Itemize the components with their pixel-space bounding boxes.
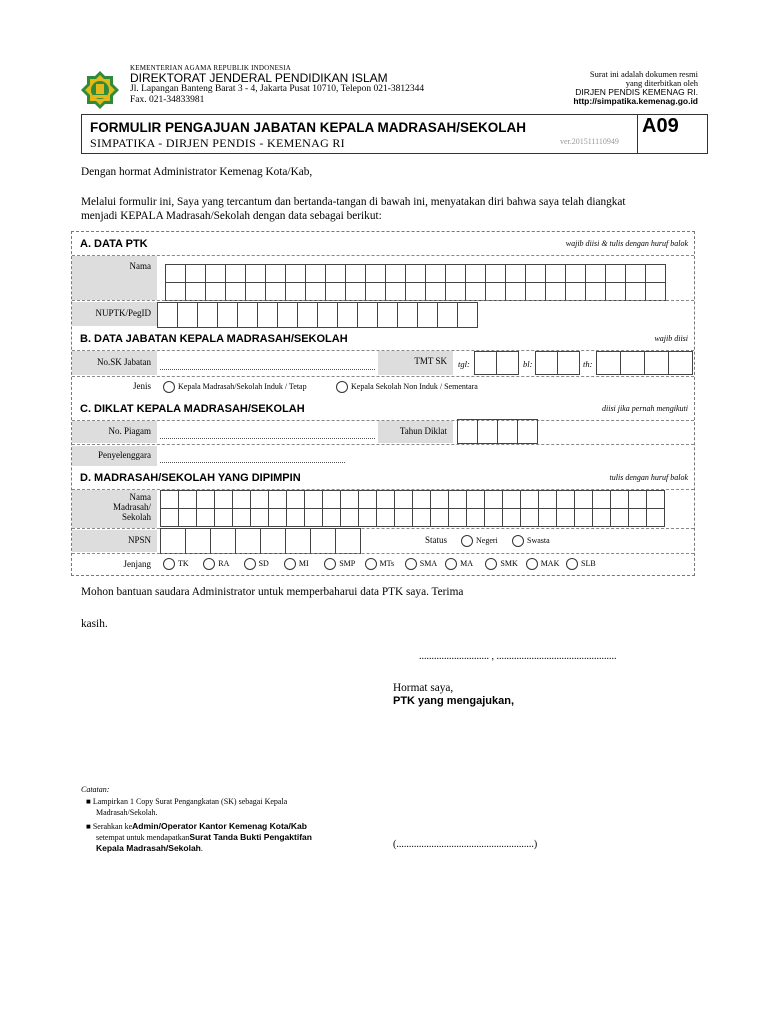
ptk-mengajukan: PTK yang mengajukan, [393,695,515,707]
char-box[interactable] [556,490,575,509]
section-a-header [72,233,694,256]
char-box[interactable] [245,264,266,283]
char-box[interactable] [376,490,395,509]
char-box[interactable] [397,302,418,328]
jenjang-option-smp[interactable] [324,558,355,570]
section-d-note: tulis dengan huruf balok [609,473,688,482]
char-box[interactable] [525,282,546,301]
closing-line-2: kasih. [81,618,108,630]
jenis-option-induk-label: Kepala Madrasah/Sekolah Induk / Tetap [178,381,307,391]
divider [72,553,694,554]
char-box[interactable] [340,508,359,527]
char-box[interactable] [644,351,669,375]
char-box[interactable] [520,508,539,527]
jenjang-option-label: MA [460,558,473,568]
char-box[interactable] [596,351,621,375]
char-box[interactable] [357,302,378,328]
char-box[interactable] [358,508,377,527]
radio-circle[interactable] [336,381,348,393]
divider [72,300,694,301]
jenjang-option-label: SMK [500,558,518,568]
char-box[interactable] [304,508,323,527]
char-box[interactable] [545,282,566,301]
jenjang-option-label: SD [258,558,269,568]
char-box[interactable] [322,508,341,527]
char-box[interactable] [232,490,251,509]
jenjang-option-sma[interactable] [405,558,437,570]
th-label: th: [583,359,593,369]
kemenag-logo [80,70,120,110]
char-box[interactable] [605,264,626,283]
official-note-2: yang diterbitkan oleh [625,78,698,88]
greeting: Dengan hormat Administrator Kemenag Kota/Kab, [81,166,313,178]
char-box[interactable] [286,490,305,509]
npsn-boxes[interactable] [160,528,360,554]
char-box[interactable] [535,351,558,375]
jenjang-option-ma[interactable] [445,558,473,570]
jenjang-option-label: RA [218,558,230,568]
fax: Fax. 021-34833981 [130,95,205,105]
jenjang-option-smk[interactable] [485,558,517,570]
char-box[interactable] [485,282,506,301]
section-b-title: B. DATA JABATAN KEPALA MADRASAH/SEKOLAH [80,333,348,345]
char-box[interactable] [365,264,386,283]
char-box[interactable] [376,508,395,527]
char-box[interactable] [497,419,518,444]
nama-boxes-row-2[interactable] [165,282,665,301]
radio-circle[interactable] [512,535,524,547]
char-box[interactable] [317,302,338,328]
radio-circle[interactable] [244,558,256,570]
section-d-title: D. MADRASAH/SEKOLAH YANG DIPIMPIN [80,472,301,484]
char-box[interactable] [520,490,539,509]
char-box[interactable] [325,282,346,301]
char-box[interactable] [668,351,693,375]
status-swasta-label: Swasta [527,535,550,545]
char-box[interactable] [197,302,218,328]
char-box[interactable] [645,264,666,283]
jenjang-option-label: SMA [419,558,438,568]
form-code: A09 [637,115,707,153]
char-box[interactable] [245,282,266,301]
note-2-line-1: ■ Serahkan keAdmin/Operator Kantor Kemenag Kota/Kab [86,821,307,831]
char-box[interactable] [268,508,287,527]
char-box[interactable] [430,490,449,509]
char-box[interactable] [365,282,386,301]
char-box[interactable] [160,508,179,527]
section-d-header [72,467,694,490]
nosk-field[interactable] [160,369,375,370]
note-item-2 [86,821,376,854]
divider [72,444,694,445]
char-box[interactable] [196,508,215,527]
section-b-header [72,328,694,351]
char-box[interactable] [610,508,629,527]
jenjang-option-label: MI [298,558,309,568]
bl-boxes[interactable] [535,351,579,375]
bl-label: bl: [523,359,533,369]
char-box[interactable] [210,528,236,554]
char-box[interactable] [268,490,287,509]
char-box[interactable] [474,351,497,375]
char-box[interactable] [465,264,486,283]
char-box[interactable] [466,508,485,527]
jenjang-label: Jenjang [72,555,157,575]
char-box[interactable] [196,490,215,509]
char-box[interactable] [592,490,611,509]
char-box[interactable] [205,282,226,301]
section-c-note: diisi jika pernah mengikuti [602,404,688,413]
char-box[interactable] [205,264,226,283]
char-box[interactable] [556,508,575,527]
divider [72,376,694,377]
char-box[interactable] [160,490,179,509]
intro-line-2: menjadi KEPALA Madrasah/Sekolah dengan data sebagai berikut: [81,210,382,222]
char-box[interactable] [394,490,413,509]
char-box[interactable] [412,490,431,509]
jenjang-option-mts[interactable] [365,558,395,570]
char-box[interactable] [265,282,286,301]
note-2-text-b: setempat untuk mendapatkan [96,833,190,842]
radio-circle[interactable] [324,558,336,570]
char-box[interactable] [466,490,485,509]
char-box[interactable] [545,264,566,283]
penyelenggara-field[interactable] [160,462,345,463]
char-box[interactable] [185,528,211,554]
note-2-bold-c: Kepala Madrasah/Sekolah [96,843,201,853]
char-box[interactable] [185,264,206,283]
npsn-label: NPSN [72,530,157,552]
status-negeri-label: Negeri [476,535,498,545]
version: ver.201511110949 [560,137,619,146]
jenis-option-non-induk-label: Kepala Sekolah Non Induk / Sementara [351,381,478,391]
note-1-line-1: ■ Lampirkan 1 Copy Surat Pengangkatan (SK) sebagai Kepala [86,797,288,806]
directorate-name: DIREKTORAT JENDERAL PENDIDIKAN ISLAM [130,71,388,85]
signature-line[interactable]: (.......................................................) [393,839,538,850]
status-swasta[interactable] [512,535,550,547]
char-box[interactable] [177,302,198,328]
char-box[interactable] [225,264,246,283]
place-date-field[interactable]: ............................ , ................................................ [419,651,617,662]
char-box[interactable] [592,508,611,527]
tahun-diklat-label: Tahun Diklat [378,421,453,443]
char-box[interactable] [385,264,406,283]
jenis-label: Jenis [72,377,157,397]
char-box[interactable] [237,302,258,328]
char-box[interactable] [297,302,318,328]
char-box[interactable] [484,490,503,509]
char-box[interactable] [517,419,538,444]
char-box[interactable] [437,302,458,328]
radio-circle[interactable] [445,558,457,570]
section-a-title: A. DATA PTK [80,238,148,250]
char-box[interactable] [285,282,306,301]
nama-madrasah-label-line-3: Sekolah [122,512,151,522]
note-2-line-3 [86,843,376,854]
char-box[interactable] [585,282,606,301]
char-box[interactable] [377,302,398,328]
ministry-name: KEMENTERIAN AGAMA REPUBLIK INDONESIA [130,64,292,72]
char-box[interactable] [394,508,413,527]
char-box[interactable] [304,490,323,509]
piagam-label: No. Piagam [72,421,157,443]
note-2-line-2 [86,832,376,843]
char-box[interactable] [417,302,438,328]
char-box[interactable] [646,490,665,509]
tmt-label: TMT SK [378,351,453,375]
nama-madrasah-boxes-row-1[interactable] [160,490,664,509]
char-box[interactable] [625,264,646,283]
radio-circle[interactable] [203,558,215,570]
char-box[interactable] [250,508,269,527]
jenjang-option-label: MTs [379,558,395,568]
char-box[interactable] [565,264,586,283]
char-box[interactable] [285,264,306,283]
char-box[interactable] [305,264,326,283]
nama-label: Nama [72,256,157,300]
notes-title: Catatan: [81,785,110,794]
radio-circle[interactable] [163,558,175,570]
char-box[interactable] [457,419,478,444]
char-box[interactable] [405,264,426,283]
char-box[interactable] [448,490,467,509]
th-boxes[interactable] [596,351,692,375]
jenjang-option-label: MAK [540,558,560,568]
char-box[interactable] [358,490,377,509]
char-box[interactable] [646,508,665,527]
char-box[interactable] [585,264,606,283]
char-box[interactable] [250,490,269,509]
char-box[interactable] [185,282,206,301]
char-box[interactable] [525,264,546,283]
piagam-field[interactable] [160,438,375,439]
char-box[interactable] [457,302,478,328]
char-box[interactable] [337,302,358,328]
official-url: http://simpatika.kemenag.go.id [573,96,698,106]
char-box[interactable] [465,282,486,301]
jenjang-option-tk[interactable] [163,558,189,570]
nama-madrasah-boxes-row-2[interactable] [160,508,664,527]
char-box[interactable] [505,264,526,283]
char-box[interactable] [165,282,186,301]
jenjang-option-ra[interactable] [203,558,229,570]
jenjang-option-label: SLB [581,558,596,568]
radio-circle[interactable] [485,558,497,570]
status-negeri[interactable] [461,535,498,547]
nosk-label: No.SK Jabatan [72,351,157,375]
note-2-end: . [200,844,203,853]
char-box[interactable] [485,264,506,283]
char-box[interactable] [232,508,251,527]
tahun-diklat-boxes[interactable] [457,419,537,444]
char-box[interactable] [628,508,647,527]
char-box[interactable] [345,282,366,301]
tgl-label: tgl: [458,359,470,369]
section-c-title: C. DIKLAT KEPALA MADRASAH/SEKOLAH [80,403,305,415]
jenjang-option-label: TK [178,558,189,568]
radio-circle[interactable] [365,558,377,570]
char-box[interactable] [178,508,197,527]
char-box[interactable] [502,490,521,509]
note-2-bold-b: Surat Tanda Bukti Pengaktifan [189,832,312,842]
note-2-text-a: Serahkan ke [92,822,133,831]
jenjang-option-sd[interactable] [244,558,269,570]
jenis-option-non-induk[interactable] [336,381,478,393]
char-box[interactable] [625,282,646,301]
char-box[interactable] [574,508,593,527]
radio-circle[interactable] [566,558,578,570]
nama-boxes-row-1[interactable] [165,264,665,283]
char-box[interactable] [178,490,197,509]
jenjang-option-label: SMP [339,558,356,568]
jenjang-option-slb[interactable] [566,558,596,570]
nama-madrasah-label [72,490,157,528]
char-box[interactable] [235,528,261,554]
jenis-option-induk[interactable] [163,381,307,393]
char-box[interactable] [574,490,593,509]
radio-circle[interactable] [405,558,417,570]
char-box[interactable] [496,351,519,375]
char-box[interactable] [538,490,557,509]
radio-circle[interactable] [284,558,296,570]
char-box[interactable] [445,264,466,283]
char-box[interactable] [620,351,645,375]
note-1-text: Lampirkan 1 Copy Surat Pengangkatan (SK) sebagai Kepala [92,797,288,806]
char-box[interactable] [477,419,498,444]
status-label: Status [378,530,453,552]
char-box[interactable] [565,282,586,301]
char-box[interactable] [538,508,557,527]
char-box[interactable] [405,282,426,301]
char-box[interactable] [310,528,336,554]
char-box[interactable] [412,508,431,527]
jenjang-option-mak[interactable] [526,558,560,570]
radio-circle[interactable] [461,535,473,547]
tgl-boxes[interactable] [474,351,518,375]
char-box[interactable] [160,528,186,554]
char-box[interactable] [277,302,298,328]
note-1-line-2: Madrasah/Sekolah. [96,808,158,817]
section-c-header [72,398,694,421]
nuptk-label: NUPTK/PegID [72,302,157,326]
char-box[interactable] [214,490,233,509]
nama-madrasah-label-line-2: Madrasah/ [113,502,151,512]
char-box[interactable] [425,264,446,283]
form-subtitle: SIMPATIKA - DIRJEN PENDIS - KEMENAG RI [90,136,345,150]
char-box[interactable] [225,282,246,301]
title-box [81,114,708,154]
nama-madrasah-label-line-1: Nama [129,492,151,502]
penyelenggara-label: Penyelenggara [72,446,157,466]
note-2-bold-a: Admin/Operator Kantor Kemenag Kota/Kab [132,821,307,831]
char-box[interactable] [335,528,361,554]
nuptk-boxes[interactable] [157,302,477,328]
char-box[interactable] [448,508,467,527]
radio-circle[interactable] [163,381,175,393]
official-note-1: Surat ini adalah dokumen resmi [589,69,698,79]
char-box[interactable] [345,264,366,283]
char-box[interactable] [425,282,446,301]
form-title: FORMULIR PENGAJUAN JABATAN KEPALA MADRASAH/SEKOLAH [90,120,527,135]
char-box[interactable] [325,264,346,283]
char-box[interactable] [257,302,278,328]
char-box[interactable] [260,528,286,554]
address: Jl. Lapangan Banteng Barat 3 - 4, Jakarta Pusat 10710, Telepon 021-3812344 [130,84,425,94]
char-box[interactable] [217,302,238,328]
char-box[interactable] [610,490,629,509]
intro-line-1: Melalui formulir ini, Saya yang tercantum dan bertanda-tangan di bawah ini, menyatakan diri bahwa saya telah diangkat [81,196,626,208]
char-box[interactable] [322,490,341,509]
char-box[interactable] [214,508,233,527]
char-box[interactable] [157,302,178,328]
closing-line-1: Mohon bantuan saudara Administrator untuk memperbaharui data PTK saya. Terima [81,586,464,598]
char-box[interactable] [305,282,326,301]
char-box[interactable] [505,282,526,301]
char-box[interactable] [165,264,186,283]
char-box[interactable] [285,528,311,554]
char-box[interactable] [645,282,666,301]
char-box[interactable] [385,282,406,301]
hormat-saya: Hormat saya, [393,682,454,694]
char-box[interactable] [430,508,449,527]
section-b-note: wajib diisi [654,334,688,343]
char-box[interactable] [340,490,359,509]
radio-circle[interactable] [526,558,538,570]
official-note-3: DIRJEN PENDIS KEMENAG RI. [575,87,698,97]
char-box[interactable] [605,282,626,301]
section-a-note: wajib diisi & tulis dengan huruf balok [565,239,688,248]
jenjang-option-mi[interactable] [284,558,309,570]
char-box[interactable] [484,508,503,527]
char-box[interactable] [628,490,647,509]
char-box[interactable] [502,508,521,527]
char-box[interactable] [286,508,305,527]
char-box[interactable] [445,282,466,301]
char-box[interactable] [265,264,286,283]
char-box[interactable] [557,351,580,375]
note-item-1 [86,796,346,818]
